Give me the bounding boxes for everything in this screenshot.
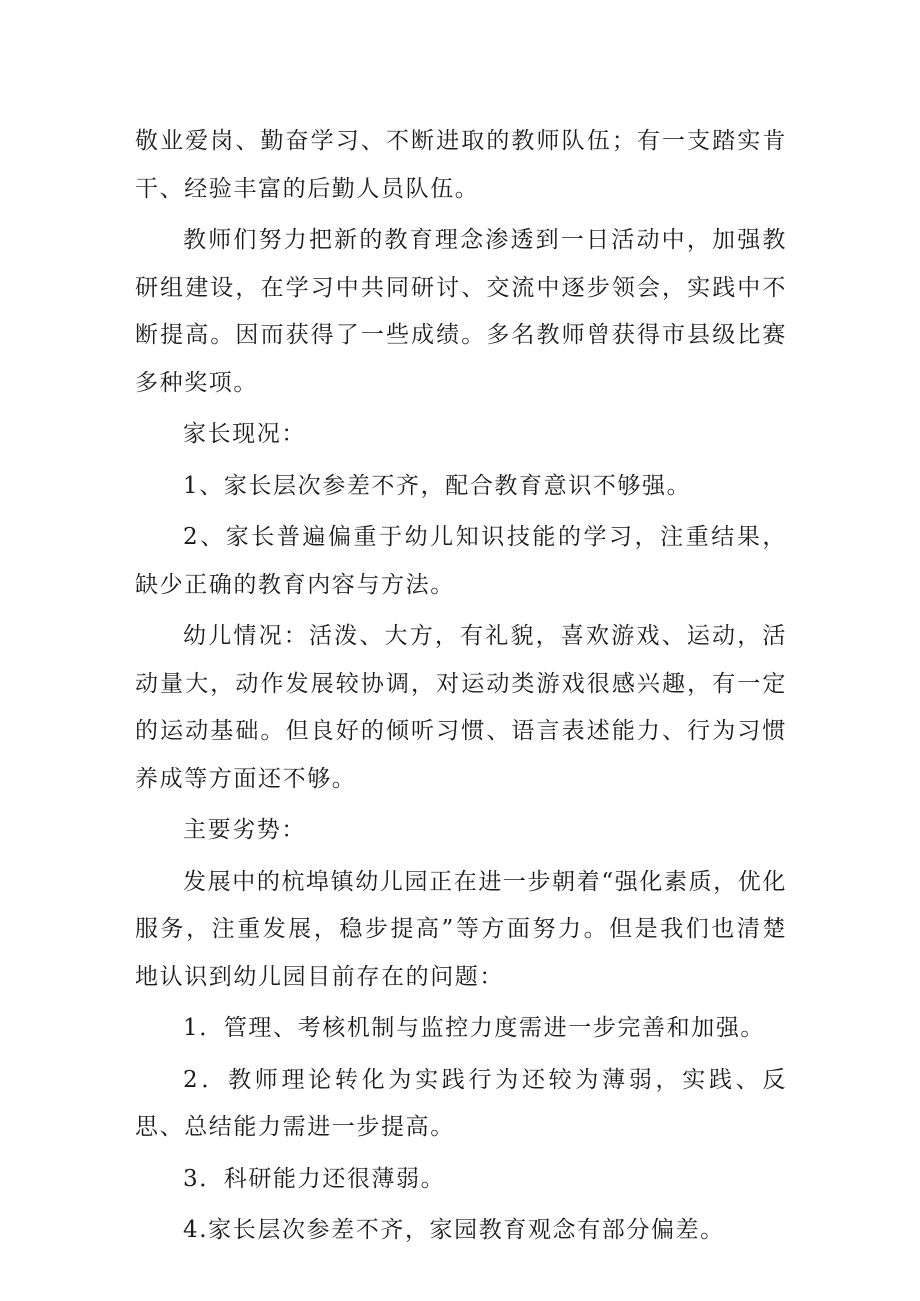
paragraph-weakness-item-2: 2．教师理论转化为实践行为还较为薄弱，实践、反思、总结能力需进一步提高。 — [135, 1066, 787, 1140]
paragraph-weakness-item-4: 4.家长层次参差不齐，家园教育观念有部分偏差。 — [183, 1217, 725, 1243]
paragraph-weakness-item-3: 3．科研能力还很薄弱。 — [183, 1165, 446, 1192]
heading-parent-status: 家长现况： — [183, 421, 306, 447]
paragraph-teacher-team: 敬业爱岗、勤奋学习、不断进取的教师队伍；有一支踏实肯干、经验丰富的后勤人员队伍。 — [135, 128, 787, 202]
paragraph-weakness-item-1: 1．管理、考核机制与监控力度需进一步完善和加强。 — [183, 1015, 766, 1041]
paragraph-development: 发展中的杭埠镇幼儿园正在进一步朝着“强化素质，优化服务，注重发展，稳步提高”等方面努力。但是我们也清楚地认识到幼儿园目前存在的问题： — [135, 868, 787, 990]
paragraph-children-status: 幼儿情况：活泼、大方，有礼貌，喜欢游戏、运动，活动量大，动作发展较协调，对运动类游戏很感兴趣，有一定的运动基础。但良好的倾听习惯、语言表述能力、行为习惯养成等方面还不够。 — [135, 623, 787, 792]
heading-main-weaknesses: 主要劣势： — [183, 817, 306, 843]
paragraph-parent-item-2: 2、家长普遍偏重于幼儿知识技能的学习，注重结果，缺少正确的教育内容与方法。 — [135, 524, 787, 598]
document-body — [135, 118, 787, 1255]
paragraph-parent-item-1: 1、家长层次参差不齐，配合教育意识不够强。 — [183, 472, 692, 499]
paragraph-teacher-efforts: 教师们努力把新的教育理念渗透到一日活动中，加强教研组建设，在学习中共同研讨、交流中逐步领会，实践中不断提高。因而获得了一些成绩。多名教师曾获得市县级比赛多种奖项。 — [135, 227, 787, 396]
